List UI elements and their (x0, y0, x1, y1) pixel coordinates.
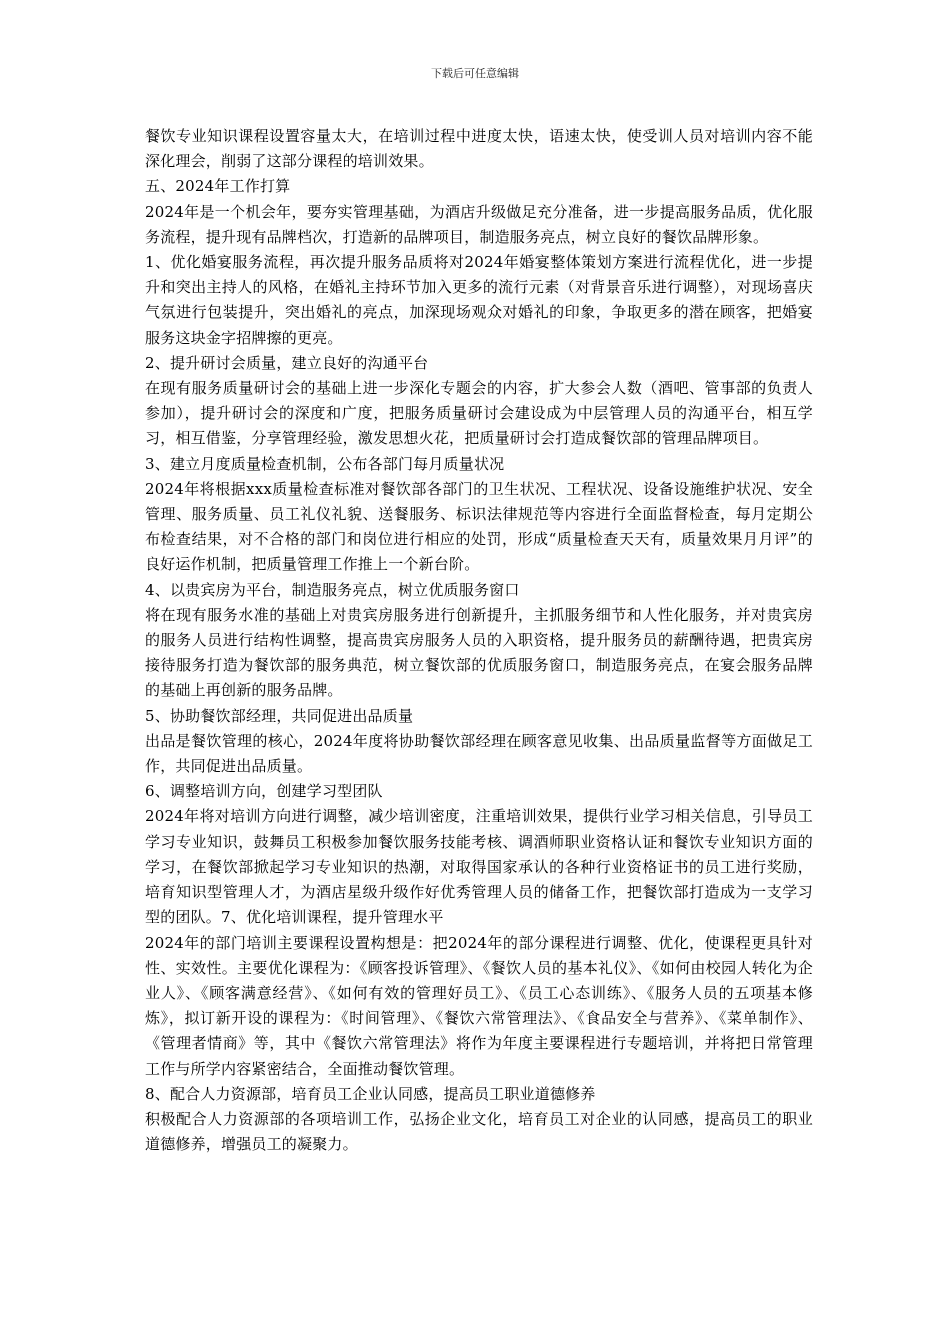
item-heading: 8、配合人力资源部，培育员工企业认同感，提高员工职业道德修养 (145, 1084, 596, 1103)
paragraph: 2024年是一个机会年，要夯实管理基础，为酒店升级做足充分准备，进一步提高服务品质，优化服务流程，提升现有品牌档次，打造新的品牌项目，制造服务亮点，树立良好的餐饮品牌形象。 (145, 202, 813, 246)
paragraph: 在现有服务质量研讨会的基础上进一步深化专题会的内容，扩大参会人数（酒吧、管事部的负责人参加），提升研讨会的深度和广度，把服务质量研讨会建设成为中层管理人员的沟通平台，相互学习，相互借鉴，分享管理经验，激发思想火花，把质量研讨会打造成餐饮部的管理品牌项目。 (145, 379, 813, 448)
paragraph: 2024年将根据xxx质量检查标准对餐饮部各部门的卫生状况、工程状况、设备设施维护状况、安全管理、服务质量、员工礼仪礼貌、送餐服务、标识法律规范等内容进行全面监督检查，每月定期公布检查结果，对不合格的部门和岗位进行相应的处罚，形成“质量检查天天有，质量效果月月评”的良好运作机制，把质量管理工作推上一个新台阶。 (145, 479, 813, 574)
document-body (145, 124, 813, 1157)
paragraph: 2024年的部门培训主要课程设置构想是：把2024年的部分课程进行调整、优化，使课程更具针对性、实效性。主要优化课程为：《顾客投诉管理》、《餐饮人员的基本礼仪》、《如何由校园人转化为企业人》、《顾客满意经营》、《如何有效的管理好员工》、《员工心态训练》、《服务人员的五项基本修炼》，拟订新开设的课程为：《时间管理》、《餐饮六常管理法》、《食品安全与营养》、《菜单制作》、《管理者情商》等，其中《餐饮六常管理法》将作为年度主要课程进行专题培训，并将把日常管理工作与所学内容紧密结合，全面推动餐饮管理。 (145, 933, 813, 1078)
item-heading: 6、调整培训方向，创建学习型团队 (145, 782, 383, 801)
page-header: 下载后可任意编辑 (431, 67, 519, 80)
paragraph: 将在现有服务水准的基础上对贵宾房服务进行创新提升，主抓服务细节和人性化服务，并对贵宾房的服务人员进行结构性调整，提高贵宾房服务人员的入职资格，提升服务员的薪酬待遇，把贵宾房接待服务打造为餐饮部的服务典范，树立餐饮部的优质服务窗口，制造服务亮点，在宴会服务品牌的基础上再创新的服务品牌。 (145, 605, 813, 700)
item-heading: 4、以贵宾房为平台，制造服务亮点，树立优质服务窗口 (145, 580, 520, 599)
paragraph: 餐饮专业知识课程设置容量太大，在培训过程中进度太快，语速太快，使受训人员对培训内容不能深化理会，削弱了这部分课程的培训效果。 (145, 127, 813, 171)
section-heading: 五、2024年工作打算 (145, 177, 291, 196)
paragraph: 积极配合人力资源部的各项培训工作，弘扬企业文化，培育员工对企业的认同感，提高员工的职业道德修养，增强员工的凝聚力。 (145, 1109, 813, 1154)
paragraph: 1、优化婚宴服务流程，再次提升服务品质将对2024年婚宴整体策划方案进行流程优化，进一步提升和突出主持人的风格，在婚礼主持环节加入更多的流行元素（对背景音乐进行调整），对现场喜庆气氛进行包装提升，突出婚礼的亮点，加深现场观众对婚礼的印象，争取更多的潜在顾客，把婚宴服务这块金字招牌擦的更亮。 (145, 253, 813, 347)
paragraph: 2024年将对培训方向进行调整，减少培训密度，注重培训效果，提供行业学习相关信息，引导员工学习专业知识，鼓舞员工积极参加餐饮服务技能考核、调酒师职业资格认证和餐饮专业知识方面的学习，在餐饮部掀起学习专业知识的热潮，对取得国家承认的各种行业资格证书的员工进行奖励，培育知识型管理人才，为酒店星级升级作好优秀管理人员的储备工作，把餐饮部打造成为一支学习型的团队。7、优化培训课程，提升管理水平 (145, 807, 813, 927)
item-heading: 2、提升研讨会质量，建立良好的沟通平台 (145, 353, 429, 372)
item-heading: 3、建立月度质量检查机制，公布各部门每月质量状况 (145, 454, 505, 473)
paragraph: 出品是餐饮管理的核心，2024年度将协助餐饮部经理在顾客意见收集、出品质量监督等方面做足工作，共同促进出品质量。 (145, 731, 813, 776)
item-heading: 5、协助餐饮部经理，共同促进出品质量 (145, 706, 414, 725)
